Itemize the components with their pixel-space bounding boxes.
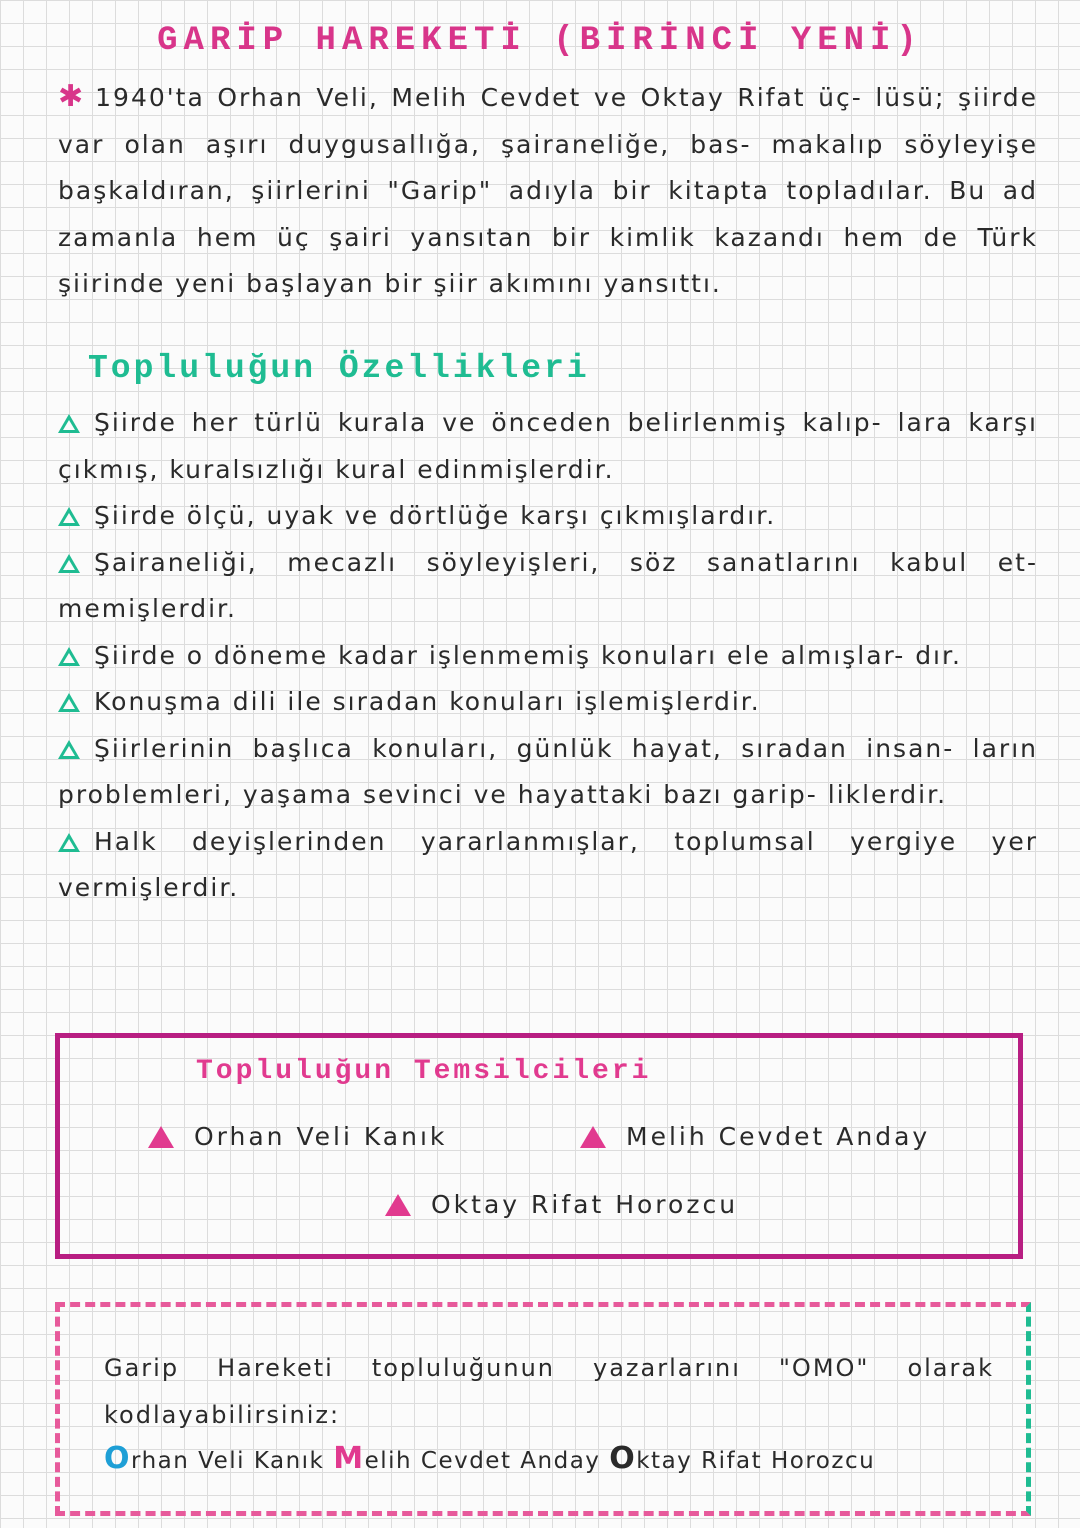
representative-name: Melih Cevdet Anday <box>626 1122 931 1151</box>
representatives-title: Topluluğun Temsilcileri <box>196 1056 652 1087</box>
triangle-icon <box>58 740 80 759</box>
mnemonic-name: elih Cevdet Anday <box>364 1448 601 1474</box>
features-list <box>58 400 1038 912</box>
intro-text: 1940'ta Orhan Veli, Melih Cevdet ve Oktay Rifat üç- lüsü; şiirde var olan aşırı duygusallığa, şairaneliğe, bas- makalıp söyleyişe başkaldıran, şiirlerini "Garip" adıyla bir kitapta topladılar. Bu ad zamanla hem üç şairi yansıtan bir kimlik kazandı hem de Türk şiirinde yeni başlayan bir şiir akımını yansıttı. <box>58 83 1038 298</box>
mnemonic-text: Garip Hareketi topluluğunun yazarlarını "OMO" olarak kodlayabilirsiniz: <box>104 1354 994 1429</box>
triangle-icon <box>385 1194 411 1216</box>
feature-item <box>58 540 1038 633</box>
feature-text: Halk deyişlerinden yararlanmışlar, toplumsal yergiye yer vermişlerdir. <box>58 826 1038 902</box>
intro-paragraph <box>58 74 1038 308</box>
page-title: GARİP HAREKETİ (BİRİNCİ YENİ) <box>157 22 923 60</box>
triangle-icon <box>580 1126 606 1148</box>
representative-item <box>580 1122 930 1151</box>
triangle-icon <box>58 507 80 526</box>
initial-o: O <box>104 1441 132 1476</box>
triangle-icon <box>58 693 80 712</box>
asterisk-icon: ✱ <box>58 79 86 114</box>
feature-item <box>58 726 1038 819</box>
mnemonic-names <box>104 1441 875 1476</box>
representatives-box <box>55 1033 1023 1259</box>
initial-m: M <box>333 1441 365 1476</box>
features-heading: Topluluğun Özellikleri <box>88 350 590 387</box>
feature-text: Şiirde o döneme kadar işlenmemiş konuları ele almışlar- dır. <box>94 640 962 670</box>
feature-text: Konuşma dili ile sıradan konuları işlemişlerdir. <box>94 687 761 716</box>
feature-text: Şiirlerinin başlıca konuları, günlük hayat, sıradan insan- ların problemleri, yaşama sevinci ve hayattaki bazı garip- liklerdir. <box>58 733 1038 809</box>
feature-item <box>58 400 1038 493</box>
feature-item <box>58 679 1038 726</box>
feature-text: Şiirde her türlü kurala ve önceden belirlenmiş kalıp- lara karşı çıkmış, kuralsızlığı kural edinmişlerdir. <box>58 408 1038 484</box>
representative-item <box>148 1122 447 1151</box>
triangle-icon <box>58 647 80 666</box>
representative-name: Oktay Rifat Horozcu <box>431 1190 739 1219</box>
feature-item <box>58 493 1038 540</box>
mnemonic-name: ktay Rifat Horozcu <box>636 1448 876 1474</box>
feature-item <box>58 819 1038 912</box>
mnemonic-name: rhan Veli Kanık <box>131 1448 325 1474</box>
representative-name: Orhan Veli Kanık <box>194 1122 448 1151</box>
triangle-icon <box>58 554 80 573</box>
feature-text: Şiirde ölçü, uyak ve dörtlüğe karşı çıkmışlardır. <box>94 501 777 530</box>
mnemonic-box <box>55 1302 1031 1516</box>
representative-item <box>385 1190 738 1219</box>
initial-o: O <box>609 1441 637 1476</box>
triangle-icon <box>148 1126 174 1148</box>
triangle-icon <box>58 414 80 433</box>
feature-item <box>58 633 1038 680</box>
feature-text: Şairaneliği, mecazlı söyleyişleri, söz sanatlarını kabul et- memişlerdir. <box>58 547 1038 623</box>
triangle-icon <box>58 833 80 852</box>
